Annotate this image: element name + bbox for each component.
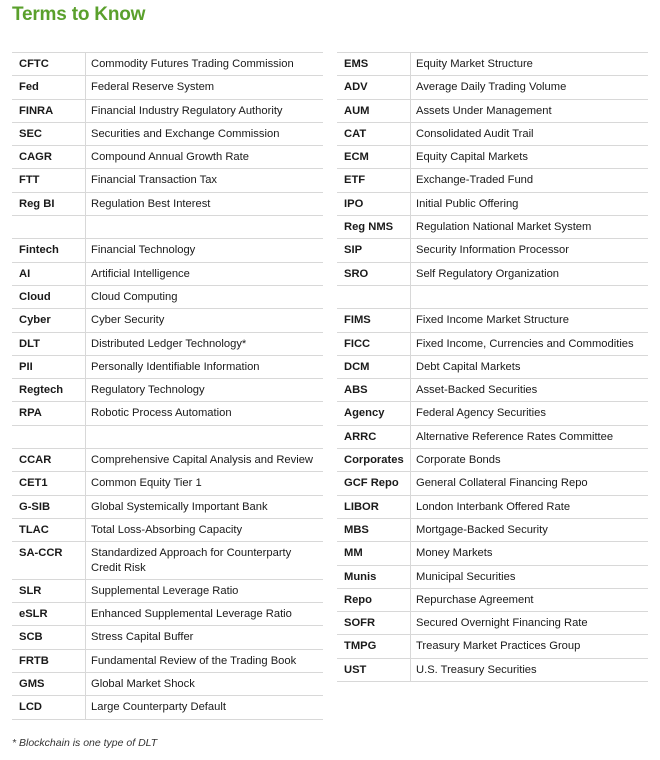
term-row	[337, 379, 648, 402]
term-abbreviation: Agency	[337, 402, 411, 424]
term-row	[12, 449, 323, 472]
term-abbreviation: ABS	[337, 379, 411, 401]
term-definition: Robotic Process Automation	[91, 407, 232, 420]
term-abbreviation: CAT	[337, 123, 411, 145]
term-row	[337, 333, 648, 356]
term-row	[12, 626, 323, 649]
term-abbreviation: MBS	[337, 519, 411, 541]
term-definition: Corporate Bonds	[416, 454, 501, 467]
footnote: * Blockchain is one type of DLT	[12, 737, 158, 749]
term-abbreviation: eSLR	[12, 603, 86, 625]
term-row	[12, 402, 323, 425]
term-row	[337, 449, 648, 472]
term-abbreviation: UST	[337, 659, 411, 681]
term-abbreviation: SIP	[337, 239, 411, 261]
term-abbreviation: FTT	[12, 169, 86, 191]
term-definition: Regulatory Technology	[91, 384, 205, 397]
term-row	[12, 263, 323, 286]
term-abbreviation: ARRC	[337, 426, 411, 448]
term-definition: Debt Capital Markets	[416, 360, 521, 373]
term-row	[337, 659, 648, 682]
term-definition: Exchange-Traded Fund	[416, 174, 534, 187]
term-row	[337, 589, 648, 612]
term-row	[12, 76, 323, 99]
term-row	[12, 333, 323, 356]
term-row	[12, 239, 323, 262]
term-definition: Assets Under Management	[416, 104, 552, 117]
term-row	[337, 612, 648, 635]
term-abbreviation: FIMS	[337, 309, 411, 331]
term-definition: Regulation National Market System	[416, 221, 592, 234]
term-definition: Supplemental Leverage Ratio	[91, 584, 239, 597]
term-row	[12, 580, 323, 603]
term-abbreviation: Reg NMS	[337, 216, 411, 238]
term-definition	[411, 286, 419, 308]
term-row	[12, 696, 323, 719]
term-abbreviation: LCD	[12, 696, 86, 718]
term-definition: Comprehensive Capital Analysis and Review	[91, 454, 313, 467]
term-abbreviation: LIBOR	[337, 496, 411, 518]
term-row	[12, 123, 323, 146]
term-definition: Large Counterparty Default	[91, 701, 226, 714]
term-row	[337, 402, 648, 425]
term-row	[337, 146, 648, 169]
term-abbreviation: CAGR	[12, 146, 86, 168]
term-abbreviation: SOFR	[337, 612, 411, 634]
term-abbreviation: MM	[337, 542, 411, 564]
term-abbreviation: SCB	[12, 626, 86, 648]
term-abbreviation: CET1	[12, 472, 86, 494]
term-definition: Initial Public Offering	[416, 197, 519, 210]
term-definition: Global Systemically Important Bank	[91, 500, 268, 513]
term-row	[337, 519, 648, 542]
term-abbreviation: SA-CCR	[12, 542, 86, 579]
term-abbreviation: RPA	[12, 402, 86, 424]
term-definition: Asset-Backed Securities	[416, 384, 538, 397]
term-row	[12, 379, 323, 402]
term-row	[337, 216, 648, 239]
term-abbreviation	[12, 426, 86, 448]
term-row	[337, 239, 648, 262]
term-definition: Artificial Intelligence	[91, 267, 190, 280]
term-definition: Common Equity Tier 1	[91, 477, 202, 490]
term-definition: Personally Identifiable Information	[91, 360, 260, 373]
term-abbreviation: IPO	[337, 193, 411, 215]
term-abbreviation: Fintech	[12, 239, 86, 261]
spacer-row	[337, 286, 648, 309]
term-definition: Financial Technology	[91, 244, 196, 257]
term-row	[12, 309, 323, 332]
term-abbreviation: ECM	[337, 146, 411, 168]
term-definition: Municipal Securities	[416, 570, 516, 583]
term-definition: Federal Reserve System	[91, 81, 215, 94]
term-abbreviation: FINRA	[12, 100, 86, 122]
term-abbreviation: DCM	[337, 356, 411, 378]
term-row	[12, 472, 323, 495]
term-abbreviation: TLAC	[12, 519, 86, 541]
term-abbreviation	[337, 286, 411, 308]
term-abbreviation: Repo	[337, 589, 411, 611]
term-definition: Average Daily Trading Volume	[416, 81, 567, 94]
term-row	[337, 472, 648, 495]
term-row	[12, 286, 323, 309]
term-definition: Securities and Exchange Commission	[91, 127, 280, 140]
term-abbreviation: EMS	[337, 53, 411, 75]
term-row	[337, 542, 648, 565]
term-row	[12, 146, 323, 169]
term-row	[337, 356, 648, 379]
term-definition: Stress Capital Buffer	[91, 631, 194, 644]
term-row	[12, 169, 323, 192]
term-row	[12, 519, 323, 542]
term-definition: Equity Market Structure	[416, 58, 533, 70]
term-abbreviation: CCAR	[12, 449, 86, 471]
term-definition: Commodity Futures Trading Commission	[91, 58, 294, 70]
term-definition: Enhanced Supplemental Leverage Ratio	[91, 608, 292, 621]
spacer-row	[12, 426, 323, 449]
term-definition: London Interbank Offered Rate	[416, 500, 571, 513]
term-definition: Standardized Approach for Counterparty Credit Risk	[91, 547, 292, 574]
term-abbreviation: SLR	[12, 580, 86, 602]
term-definition: Fixed Income Market Structure	[416, 314, 569, 327]
term-row	[337, 52, 648, 76]
term-abbreviation: FICC	[337, 333, 411, 355]
term-row	[337, 193, 648, 216]
term-row	[12, 542, 323, 580]
term-definition: Treasury Market Practices Group	[416, 640, 581, 653]
term-abbreviation: Munis	[337, 566, 411, 588]
term-definition: Security Information Processor	[416, 244, 569, 257]
term-row	[12, 603, 323, 626]
term-definition	[86, 426, 94, 448]
term-abbreviation: ETF	[337, 169, 411, 191]
term-row	[337, 309, 648, 332]
term-definition: Global Market Shock	[91, 678, 195, 691]
term-row	[12, 52, 323, 76]
term-row	[337, 76, 648, 99]
term-row	[12, 356, 323, 379]
spacer-row	[12, 216, 323, 239]
term-abbreviation: Cloud	[12, 286, 86, 308]
term-definition: Financial Industry Regulatory Authority	[91, 104, 283, 117]
term-definition: Fundamental Review of the Trading Book	[91, 654, 297, 667]
term-definition	[86, 216, 94, 238]
term-definition: Compound Annual Growth Rate	[91, 151, 249, 164]
term-row	[337, 169, 648, 192]
term-definition: U.S. Treasury Securities	[416, 663, 537, 676]
term-abbreviation: Regtech	[12, 379, 86, 401]
term-row	[337, 496, 648, 519]
term-row	[337, 263, 648, 286]
term-row	[337, 123, 648, 146]
term-row	[12, 650, 323, 673]
term-definition: Distributed Ledger Technology*	[91, 337, 247, 350]
term-definition: Self Regulatory Organization	[416, 267, 560, 280]
term-definition: Consolidated Audit Trail	[416, 127, 534, 140]
term-definition: Money Markets	[416, 547, 493, 560]
term-definition: Cloud Computing	[91, 290, 178, 303]
term-definition: Federal Agency Securities	[416, 407, 546, 420]
term-definition: Fixed Income, Currencies and Commodities	[416, 337, 634, 350]
term-abbreviation: AUM	[337, 100, 411, 122]
term-abbreviation: AI	[12, 263, 86, 285]
term-abbreviation: Corporates	[337, 449, 411, 471]
term-abbreviation: SEC	[12, 123, 86, 145]
term-definition: Total Loss-Absorbing Capacity	[91, 523, 243, 536]
page-title: Terms to Know	[12, 4, 146, 25]
term-definition: Cyber Security	[91, 314, 165, 327]
term-definition: Regulation Best Interest	[91, 197, 211, 210]
term-abbreviation: GMS	[12, 673, 86, 695]
term-definition: Financial Transaction Tax	[91, 174, 218, 187]
term-abbreviation: DLT	[12, 333, 86, 355]
term-abbreviation: TMPG	[337, 635, 411, 657]
term-abbreviation: G-SIB	[12, 496, 86, 518]
term-abbreviation	[12, 216, 86, 238]
term-definition: Equity Capital Markets	[416, 151, 528, 164]
term-definition: Mortgage-Backed Security	[416, 523, 548, 536]
term-row	[337, 100, 648, 123]
term-definition: Alternative Reference Rates Committee	[416, 430, 614, 443]
term-row	[337, 566, 648, 589]
term-abbreviation: Fed	[12, 76, 86, 98]
term-abbreviation: PII	[12, 356, 86, 378]
term-row	[12, 100, 323, 123]
term-row	[337, 635, 648, 658]
term-abbreviation: SRO	[337, 263, 411, 285]
term-row	[12, 673, 323, 696]
term-abbreviation: GCF Repo	[337, 472, 411, 494]
term-abbreviation: Reg BI	[12, 193, 86, 215]
term-abbreviation: CFTC	[12, 53, 86, 75]
term-abbreviation: Cyber	[12, 309, 86, 331]
term-definition: Repurchase Agreement	[416, 593, 534, 606]
term-definition: General Collateral Financing Repo	[416, 477, 588, 490]
term-row	[12, 496, 323, 519]
term-row	[337, 426, 648, 449]
term-abbreviation: ADV	[337, 76, 411, 98]
terms-table-right	[337, 52, 648, 682]
term-row	[12, 193, 323, 216]
term-abbreviation: FRTB	[12, 650, 86, 672]
term-definition: Secured Overnight Financing Rate	[416, 617, 588, 630]
terms-table-left	[12, 52, 323, 720]
